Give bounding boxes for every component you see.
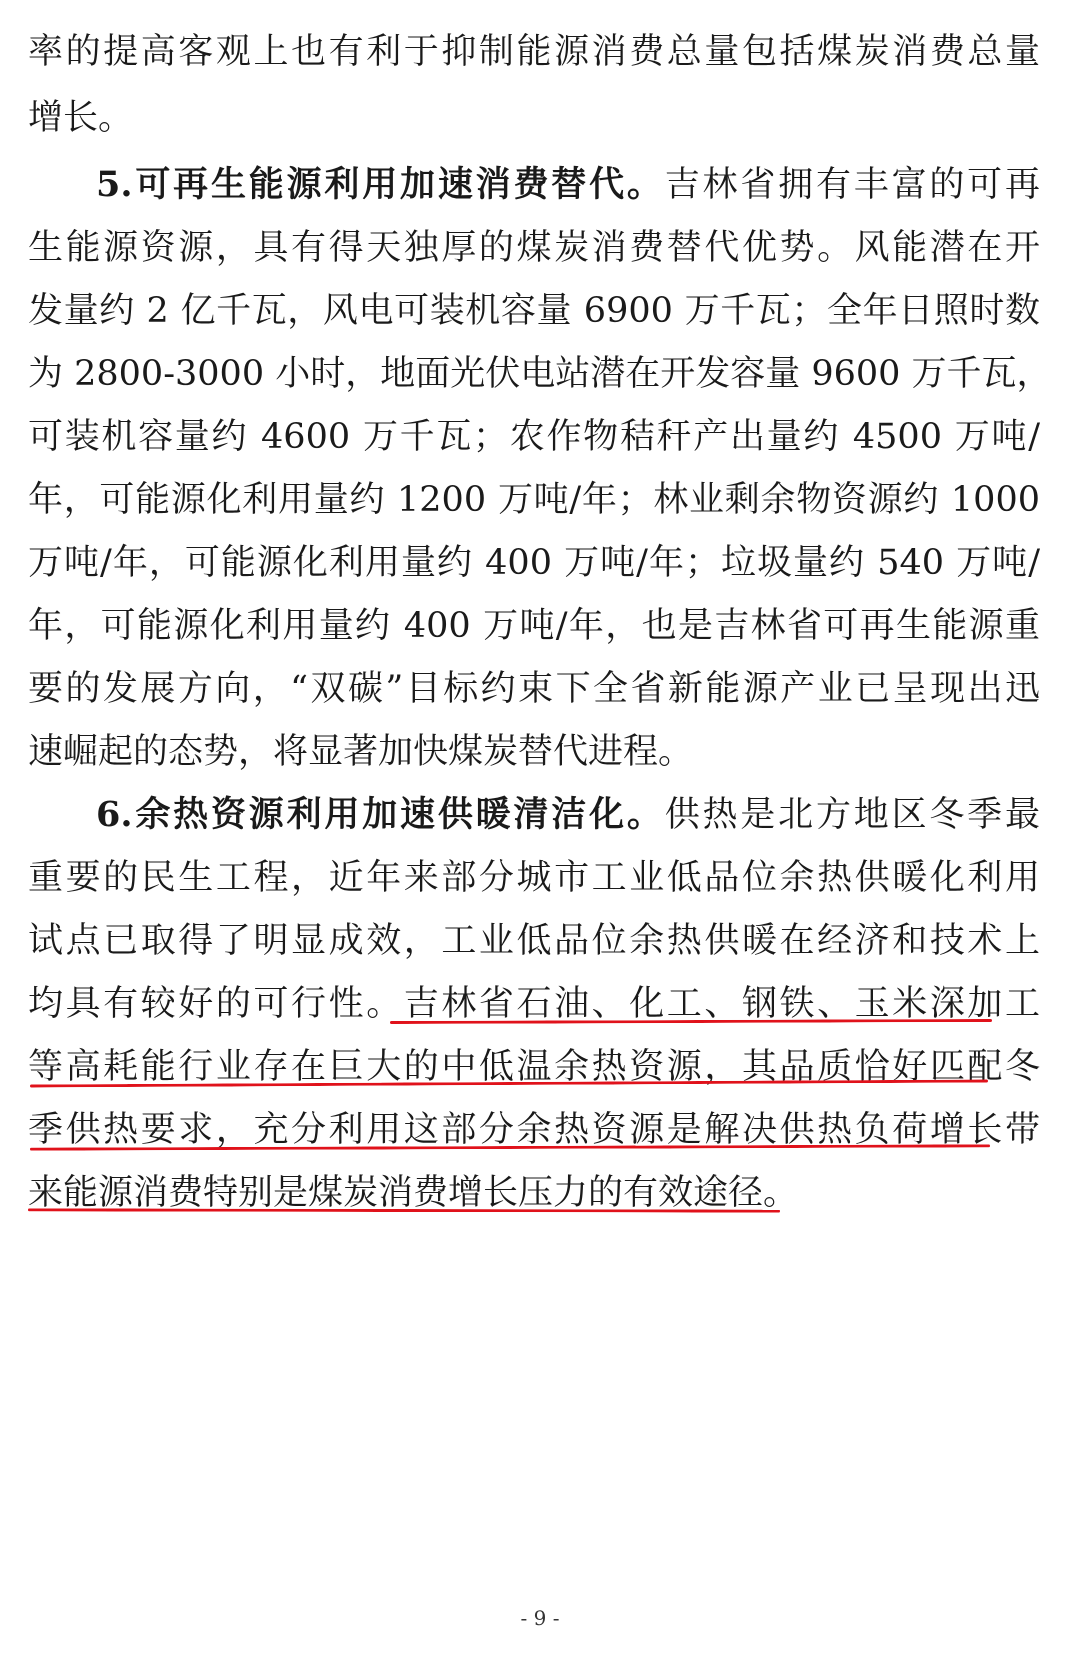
text-line-19: 来能源消费特别是煤炭消费增长压力的有效途径。	[28, 1173, 799, 1213]
section-5-text: 吉林省拥有丰富的可再	[664, 165, 1040, 205]
text-line-18: 季供热要求，充分利用这部分余热资源是解决供热负荷增长带	[28, 1110, 1040, 1150]
page-number: - 9 -	[520, 1606, 560, 1630]
text-line-14: 重要的民生工程，近年来部分城市工业低品位余热供暖化利用	[28, 858, 1040, 898]
text-line-15: 试点已取得了明显成效，工业低品位余热供暖在经济和技术上	[28, 921, 1040, 961]
text-line-10: 年，可能源化利用量约 400 万吨/年，也是吉林省可再生能源重	[28, 606, 1040, 646]
text-line-12: 速崛起的态势，将显著加快煤炭替代进程。	[28, 732, 694, 772]
text-line-2: 增长。	[28, 98, 134, 138]
section-5-first-line	[96, 163, 1040, 209]
text-line-17: 等高耗能行业存在巨大的中低温余热资源，其品质恰好匹配冬	[28, 1047, 1040, 1087]
text-line-5: 发量约 2 亿千瓦，风电可装机容量 6900 万千瓦；全年日照时数	[28, 291, 1040, 331]
text-line-4: 生能源资源，具有得天独厚的煤炭消费替代优势。风能潜在开	[28, 228, 1040, 268]
text-line-16: 均具有较好的可行性。吉林省石油、化工、钢铁、玉米深加工	[28, 984, 1040, 1024]
section-6-first-line	[96, 793, 1040, 839]
section-5-heading: 5.可再生能源利用加速消费替代。	[96, 164, 665, 205]
text-line-9: 万吨/年，可能源化利用量约 400 万吨/年；垃圾量约 540 万吨/	[28, 543, 1040, 583]
text-line-11: 要的发展方向，“双碳”目标约束下全省新能源产业已呈现出迅	[28, 669, 1040, 709]
text-line-8: 年，可能源化利用量约 1200 万吨/年；林业剩余物资源约 1000	[28, 480, 1040, 520]
text-line-7: 可装机容量约 4600 万千瓦；农作物秸秆产出量约 4500 万吨/	[28, 417, 1040, 457]
text-line-6: 为 2800-3000 小时，地面光伏电站潜在开发容量 9600 万千瓦，	[28, 354, 1052, 394]
section-6-text: 供热是北方地区冬季最	[664, 795, 1040, 835]
section-6-heading: 6.余热资源利用加速供暖清洁化。	[96, 794, 665, 835]
text-line-1: 率的提高客观上也有利于抑制能源消费总量包括煤炭消费总量	[28, 32, 1040, 72]
